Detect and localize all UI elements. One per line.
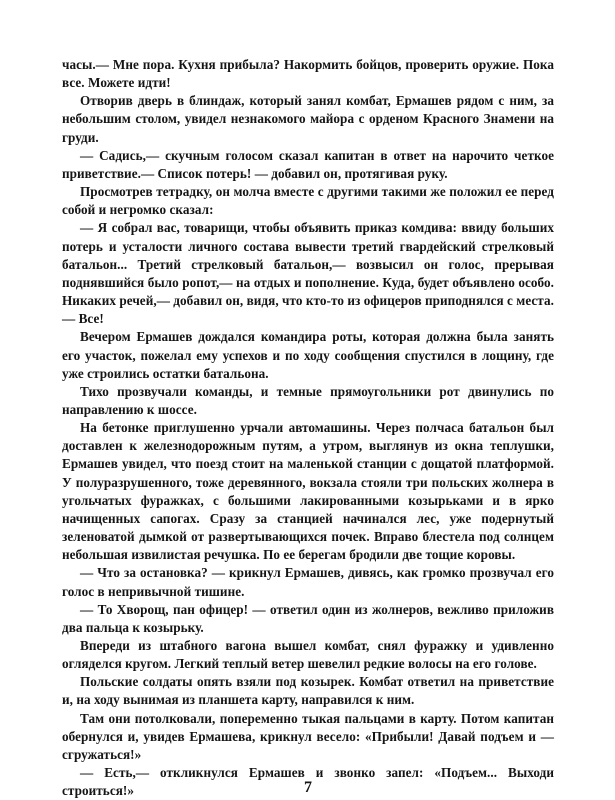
paragraph: Вечером Ермашев дождался командира роты, которая должна была занять его участок, пожелал ему успехов и по ходу сообщения спустился в лощину, где уже строились остатки батальона. — [62, 329, 554, 381]
paragraph: — Что за остановка? — крикнул Ермашев, дивясь, как громко прозвучал его голос в непривычной тишине. — [62, 565, 554, 599]
paragraph: На бетонке приглушенно урчали автомашины. Через полчаса батальон был доставлен к железнодорожным путям, а утром, выглянув из окна теплушки, Ермашев увидел, что поезд стоит на маленькой станции с дощатой платформой. У полуразрушенного, тоже деревянного, вокзала стояли три польских жолнера в угольчатых фуражках, с большими лакированными козырьками и в ярко начищенных сапогах. Сразу за станцией начинался лес, уже подернутый зеленоватой дымкой от развертывающихся почек. Вправо блестела под солнцем небольшая извилистая речушка. По ее берегам бродили две тощие коровы. — [62, 420, 554, 563]
paragraph: Впереди из штабного вагона вышел комбат, снял фуражку и удивленно огляделся кругом. Легкий теплый ветер шевелил редкие волосы на его голове. — [62, 638, 554, 672]
paragraph: Просмотрев тетрадку, он молча вместе с другими такими же положил ее перед собой и негромко сказал: — [62, 184, 554, 218]
page-number: 7 — [303, 779, 313, 796]
paragraph: часы.— Мне пора. Кухня прибыла? Накормить бойцов, проверить оружие. Пока все. Можете идти! — [62, 57, 554, 91]
paragraph: Отворив дверь в блиндаж, который занял комбат, Ермашев рядом с ним, за небольшим столом, увидел незнакомого майора с орденом Красного Знамени на груди. — [62, 93, 554, 145]
book-page — [62, 56, 554, 799]
paragraph: Польские солдаты опять взяли под козырек. Комбат ответил на приветствие и, на ходу вынимая из планшета карту, направился к ним. — [62, 674, 554, 708]
paragraph: — Садись,— скучным голосом сказал капитан в ответ на нарочито четкое приветствие.— Список потерь! — добавил он, протягивая руку. — [62, 147, 554, 181]
paragraph: Тихо прозвучали команды, и темные прямоугольники рот двинулись по направлению к шоссе. — [62, 383, 554, 417]
paragraph: — То Хворощ, пан офицер! — ответил один из жолнеров, вежливо приложив два пальца к козырьку. — [62, 601, 554, 635]
paragraph: — Я собрал вас, товарищи, чтобы объявить приказ комдива: ввиду больших потерь и усталости личного состава вывести третий гвардейский стрелковый батальон... Третий стрелковый батальон,— возвысил он голос, прерывая поднявшийся было ропот,— на отдых и пополнение. Куда, будет объявлено особо. Никаких речей,— добавил он, видя, что кто-то из офицеров приподнялся с места.— Все! — [62, 220, 554, 327]
paragraph: Там они потолковали, попеременно тыкая пальцами в карту. Потом капитан обернулся и, увидев Ермашева, крикнул весело: «Прибыли! Давай подъем и — сгружаться!» — [62, 710, 554, 762]
paragraph: — Есть,— откликнулся Ермашев и звонко запел: «Подъем... Выходи строиться!» — [62, 765, 554, 799]
page-body-text — [62, 56, 554, 800]
